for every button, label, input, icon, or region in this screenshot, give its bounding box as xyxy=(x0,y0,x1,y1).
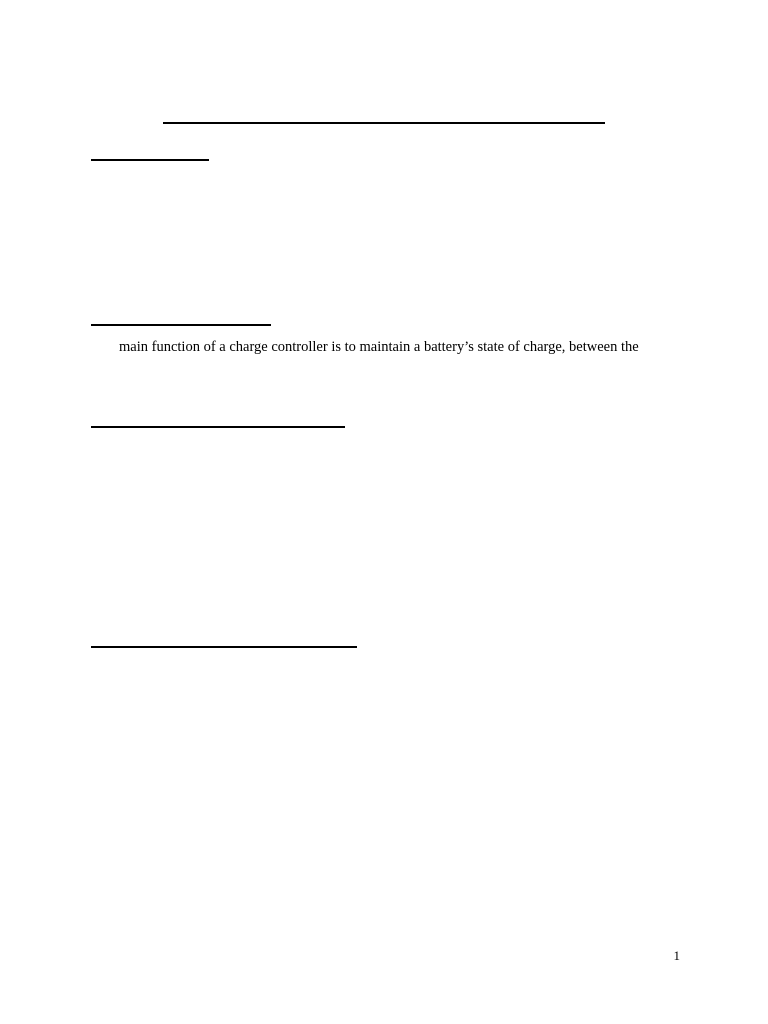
heading-2-underline xyxy=(91,324,271,326)
heading-1-underline xyxy=(91,159,209,161)
heading-4-underline xyxy=(91,646,357,648)
title-underline xyxy=(163,122,605,124)
page-number: 1 xyxy=(673,948,680,963)
body-text-line: main function of a charge controller is to maintain a battery’s state of charge, between the xyxy=(119,339,639,355)
heading-3-underline xyxy=(91,426,345,428)
